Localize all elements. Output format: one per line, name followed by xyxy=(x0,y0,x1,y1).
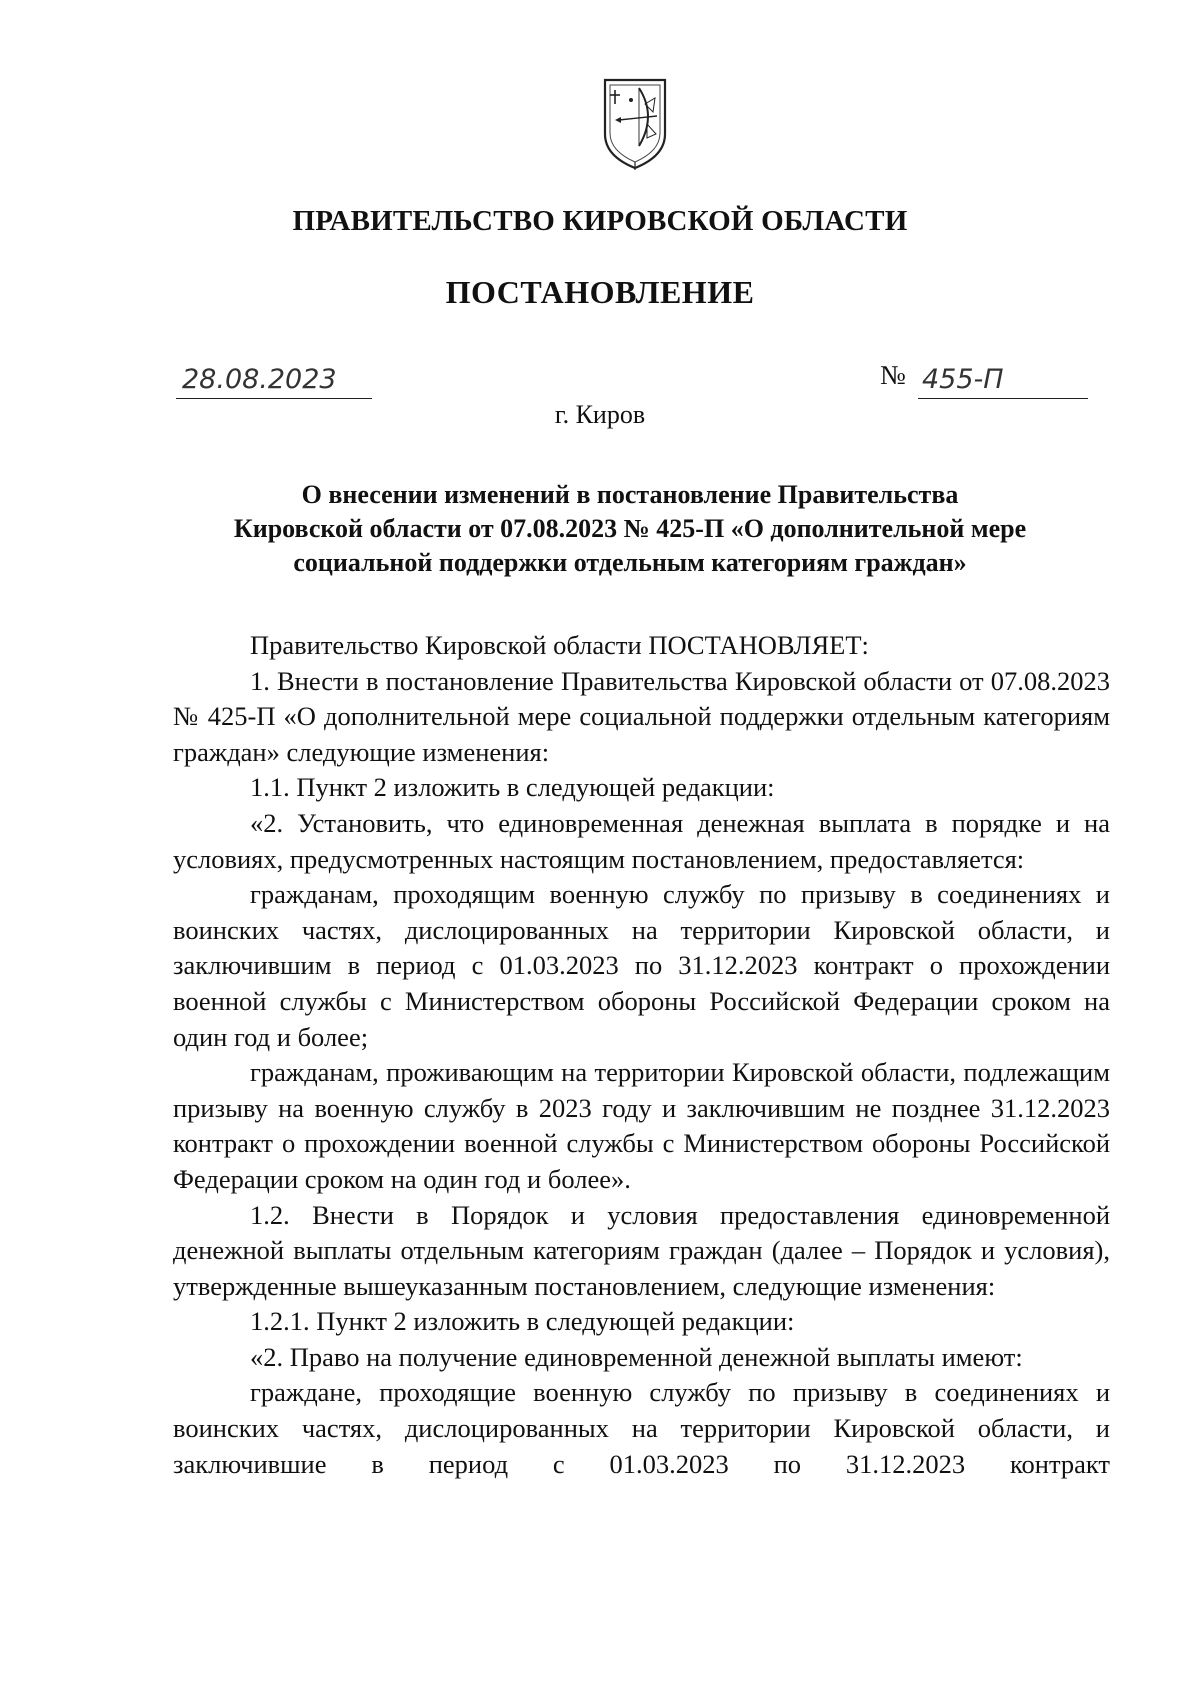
heading-line-1: О внесении изменений в постановление Правительства xyxy=(301,480,959,509)
paragraph-conscripts: гражданам, проходящим военную службу по призыву в соединениях и воинских частях, дислоцированных на территории Кировской области, и заключившим в период с 01.03.2023 по 31.12.2023 контракт о прохождении военной службы с Министерством обороны Российской Федерации сроком на один год и более; xyxy=(173,879,1110,1052)
city: г. Киров xyxy=(554,400,646,429)
heading-line-2: Кировской области от 07.08.2023 № 425-П «О дополнительной мере xyxy=(233,514,1027,543)
handwritten-date: 28.08.2023 xyxy=(182,364,337,395)
paragraph-item-1-2: 1.2. Внести в Порядок и условия предоставления единовременной денежной выплаты отдельным категориям граждан (далее – Порядок и условия), утвержденные вышеуказанным постановлением, следующие изменения: xyxy=(173,1199,1110,1301)
number-field xyxy=(918,366,1088,399)
handwritten-number: 455-П xyxy=(922,364,1004,395)
paragraph-resolves: Правительство Кировской области ПОСТАНОВЛЯЕТ: xyxy=(250,630,869,660)
document-type: ПОСТАНОВЛЕНИЕ xyxy=(445,274,755,310)
paragraph-new-item-2: «2. Установить, что единовременная денежная выплата в порядке и на условиях, предусмотренных настоящим постановлением, предоставляется: xyxy=(173,807,1110,874)
number-label: № xyxy=(880,360,906,390)
paragraph-right-to-payment: «2. Право на получение единовременной денежной выплаты имеют: xyxy=(250,1341,1023,1372)
paragraph-item-1-2-1: 1.2.1. Пункт 2 изложить в следующей редакции: xyxy=(250,1306,795,1337)
paragraph-residents: гражданам, проживающим на территории Кировской области, подлежащим призыву на военную службу в 2023 году и заключившим не позднее 31.12.2023 контракт о прохождении военной службы с Министерством обороны Российской Федерации сроком на один год и более». xyxy=(173,1057,1110,1194)
document-body xyxy=(173,628,1110,1482)
heading-line-3: социальной поддержки отдельным категориям граждан» xyxy=(293,548,967,577)
paragraph-item-1: 1. Внести в постановление Правительства Кировской области от 07.08.2023 № 425-П «О дополнительной мере социальной поддержки отдельным категориям граждан» следующие изменения: xyxy=(173,665,1110,767)
issuing-authority: ПРАВИТЕЛЬСТВО КИРОВСКОЙ ОБЛАСТИ xyxy=(292,205,908,237)
coat-of-arms-emblem xyxy=(601,76,669,172)
date-field xyxy=(176,366,372,399)
paragraph-citizens-conscripts: граждане, проходящие военную службу по призыву в соединениях и воинских частях, дислоцированных на территории Кировской области, и заключившие в период с 01.03.2023 по 31.12.2023 контракт xyxy=(173,1377,1110,1479)
document-heading xyxy=(170,478,1090,580)
paragraph-item-1-1: 1.1. Пункт 2 изложить в следующей редакции: xyxy=(250,772,775,803)
